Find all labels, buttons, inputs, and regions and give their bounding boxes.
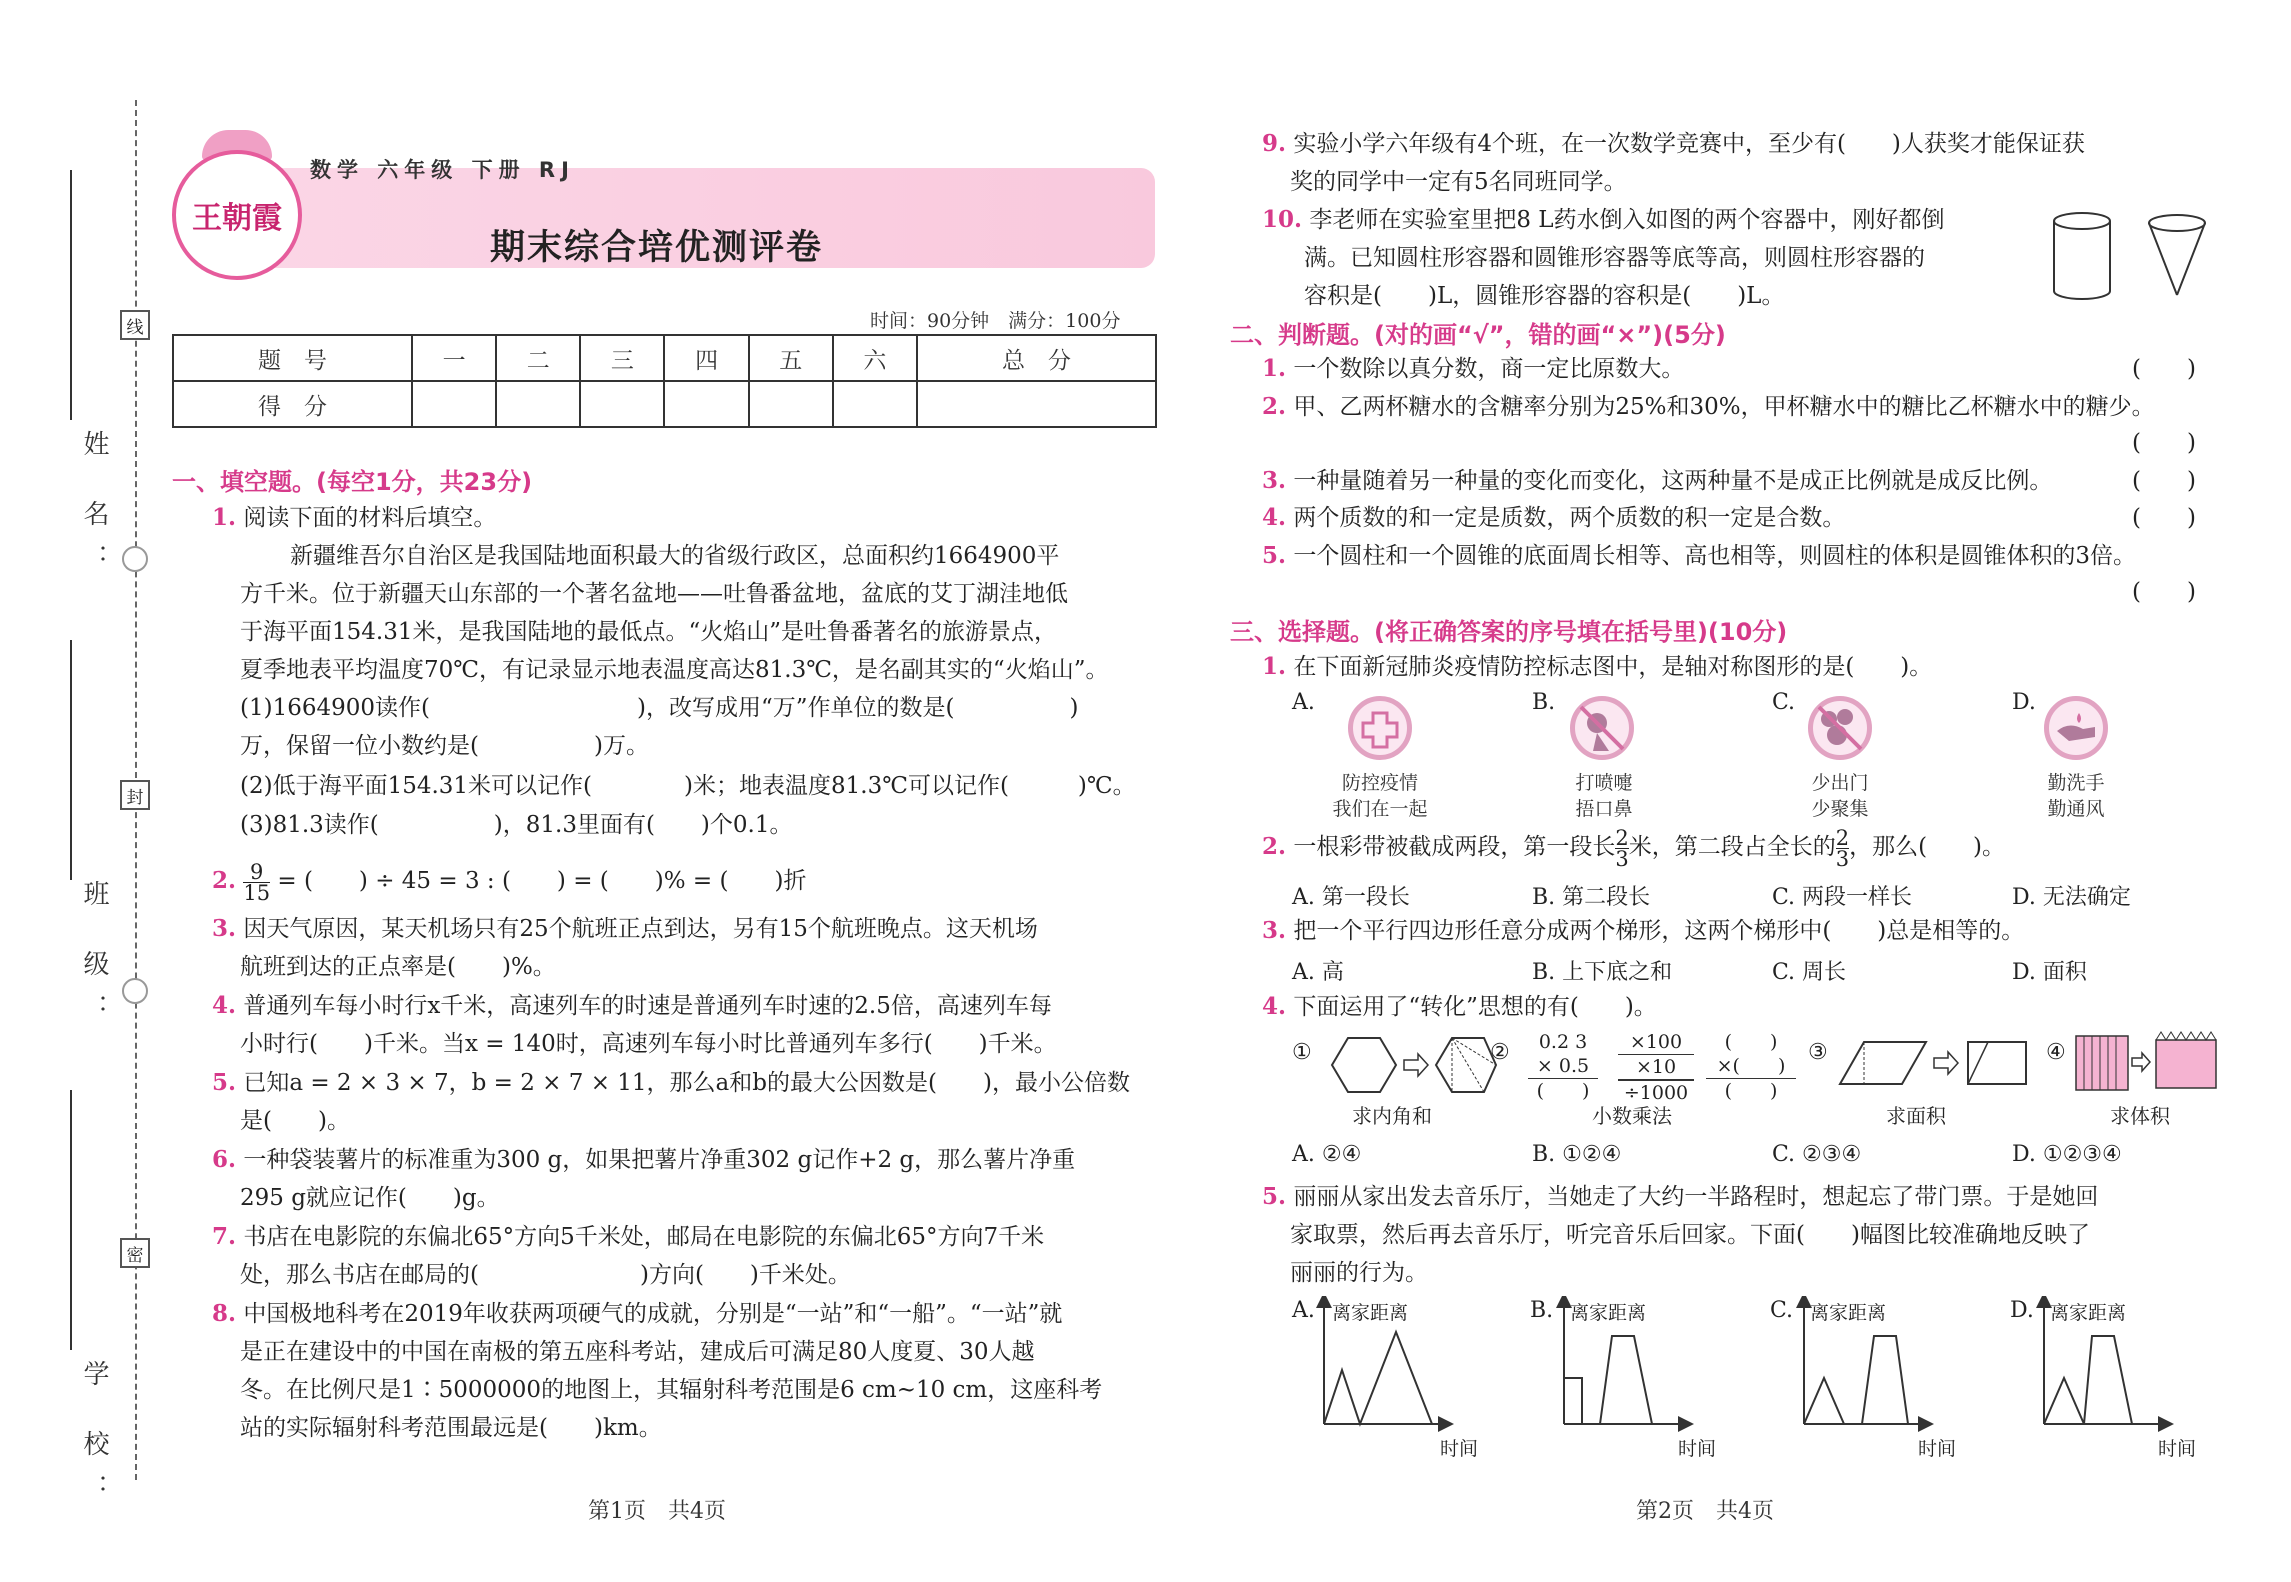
passage-line: 方千米。位于新疆天山东部的一个著名盆地——吐鲁番盆地，盆底的艾丁湖洼地低 [240, 581, 1068, 607]
question-text: 一个数除以真分数，商一定比原数大。 [1293, 356, 1685, 382]
question-6: 6. 一种袋装薯片的标准重为300 g，如果把薯片净重302 g记作+2 g，那么薯片净重 [212, 1146, 1076, 1173]
graph-x-label: 时间 [2158, 1438, 2197, 1460]
icon-caption: 打喷嚏 捂口鼻 [1575, 772, 1633, 820]
question-9: 9. 实验小学六年级有4个班，在一次数学竞赛中，至少有( )人获奖才能保证获 [1262, 130, 2085, 157]
icon-caption: 勤洗手 勤通风 [2047, 772, 2105, 820]
choice-5: 5. 丽丽从家出发去音乐厅，当她走了大约一半路程时，想起忘了带门票。于是她回 [1262, 1183, 2099, 1210]
question-text: 米，第二段占全长的 [1628, 834, 1836, 860]
option[interactable]: B. 第二段长 [1532, 885, 1651, 910]
section-fill-blank: 一、填空题。(每空1分，共23分) [172, 468, 533, 496]
multiply-steps: ×100 ×10 ÷1000 [1618, 1030, 1694, 1105]
passage-line: 新疆维吾尔自治区是我国陆地面积最大的省级行政区，总面积约1664900平 [290, 543, 1060, 569]
question-2: 2. $\frac{9}{15}$ = ( ) ÷ 45 = 3 : ( ) = ( )% = ( )折 [212, 859, 807, 905]
answer-paren[interactable]: ( ) [2132, 356, 2196, 382]
option-label: D. [2012, 690, 2036, 715]
figure-caption: 求内角和 [1352, 1104, 1432, 1128]
cone-icon [2149, 215, 2205, 295]
binding-hole-icon [122, 546, 148, 572]
option[interactable]: B. 上下底之和 [1532, 960, 1673, 985]
question-3: 3. 因天气原因，某天机场只有25个航班正点到达，另有15个航班晚点。这天机场 [212, 915, 1038, 942]
question-text: 是正在建设中的中国在南极的第五座科考站，建成后可满足80人度夏、30人越 [240, 1339, 1035, 1365]
question-text: 奖的同学中一定有5名同班同学。 [1290, 169, 1627, 195]
option-label: C. [1772, 690, 1796, 715]
sub-question: (1)1664900读作( )，改写成用“万”作单位的数是( ) [240, 695, 1079, 721]
passage-line: 夏季地表平均温度70℃，有记录显示地表温度高达81.3℃，是名副其实的“火焰山”。 [240, 657, 1109, 683]
page-title: 期末综合培优测评卷 [490, 228, 824, 268]
question-text: 295 g就应记作( )g。 [240, 1185, 500, 1211]
graph-x-label: 时间 [1440, 1438, 1479, 1460]
school-write-line [70, 1090, 72, 1350]
question-text: 处，那么书店在邮局的( )方向( )千米处。 [240, 1262, 851, 1288]
judge-1: 1. 一个数除以真分数，商一定比原数大。 [1262, 355, 1685, 382]
question-text: 阅读下面的材料后填空。 [243, 505, 497, 531]
question-text: 中国极地科考在2019年收获两项硬气的成就，分别是“一站”和“一船”。“一站”就 [243, 1301, 1063, 1327]
question-text: 一根彩带被截成两段，第一段长 [1293, 834, 1616, 860]
question-7: 7. 书店在电影院的东偏北65°方向5千米处，邮局在电影院的东偏北65°方向7千米 [212, 1223, 1045, 1250]
graph-x-label: 时间 [1678, 1438, 1717, 1460]
question-text: 满。已知圆柱形容器和圆锥形容器等底等高，则圆柱形容器的 [1304, 245, 1925, 271]
graph-b [1564, 1300, 1686, 1424]
question-text: 两个质数的和一定是质数，两个质数的积一定是合数。 [1293, 505, 1846, 531]
question-text: 已知a = 2 × 3 × 7，b = 2 × 7 × 11，那么a和b的最大公因数是( )，最小公倍数 [243, 1070, 1130, 1096]
passage-line: 于海平面154.31米，是我国陆地的最低点。“火焰山”是吐鲁番著名的旅游景点， [240, 619, 1057, 645]
option-label: A. [1292, 690, 1315, 715]
seal-box-secret: 密 [120, 1238, 150, 1268]
sub-question: (3)81.3读作( )，81.3里面有( )个0.1。 [240, 812, 793, 838]
score-cell[interactable] [496, 381, 580, 427]
option[interactable]: B. ①②④ [1532, 1142, 1622, 1167]
score-value-row [173, 381, 1156, 427]
integer-calc: ( ) ×( ) ( ) [1706, 1030, 1796, 1103]
option[interactable]: D. ①②③④ [2012, 1142, 2122, 1167]
container-figure [2040, 205, 2220, 305]
question-text: 实验小学六年级有4个班，在一次数学竞赛中，至少有( )人获奖才能保证获 [1293, 131, 2085, 157]
score-cell[interactable] [412, 381, 496, 427]
figure-label: ③ [1808, 1040, 1828, 1065]
question-text: 因天气原因，某天机场只有25个航班正点到达，另有15个航班晚点。这天机场 [243, 916, 1038, 942]
graph-y-label: 离家距离 [1570, 1302, 1647, 1324]
decimal-calc: 0.2 3 × 0.5 ( ) [1528, 1030, 1598, 1103]
question-text: 是( )。 [240, 1108, 350, 1134]
graph-x-label: 时间 [1918, 1438, 1957, 1460]
seal-box-seal: 封 [120, 780, 150, 810]
score-head-cell: 三 [580, 335, 664, 381]
question-text: 下面运用了“转化”思想的有( )。 [1293, 994, 1657, 1020]
question-text: 站的实际辐射科考范围最远是( )km。 [240, 1415, 662, 1441]
question-4: 4. 普通列车每小时行x千米，高速列车的时速是普通列车时速的2.5倍，高速列车每 [212, 992, 1052, 1019]
question-text: 李老师在实验室里把8 L药水倒入如图的两个容器中，刚好都倒 [1309, 207, 1945, 233]
page-footer-2: 第2页 共4页 [1636, 1499, 1774, 1524]
question-text: ，那么( )。 [1849, 834, 2006, 860]
graph-y-label: 离家距离 [2050, 1302, 2127, 1324]
graph-y-label: 离家距离 [1332, 1302, 1409, 1324]
score-header-row [173, 335, 1156, 381]
cylinder-icon [2054, 213, 2110, 299]
score-cell[interactable] [664, 381, 748, 427]
score-row-label: 得 分 [173, 381, 412, 427]
fraction: $\frac{9}{15}$ [243, 859, 271, 905]
option[interactable]: A. 高 [1292, 960, 1344, 985]
figure-label: ① [1292, 1040, 1312, 1065]
fraction: $\frac{2}{3}$ [1835, 825, 1850, 871]
question-text: 家取票，然后再去音乐厅，听完音乐后回家。下面( )幅图比较准确地反映了 [1290, 1222, 2090, 1248]
question-text: 把一个平行四边形任意分成两个梯形，这两个梯形中( )总是相等的。 [1293, 918, 2025, 944]
question-text: 小时行( )千米。当x = 140时，高速列车每小时比普通列车多行( )千米。 [240, 1031, 1057, 1057]
icon-caption: 防控疫情 我们在一起 [1332, 772, 1428, 820]
question-8: 8. 中国极地科考在2019年收获两项硬气的成就，分别是“一站”和“一船”。“一站”就 [212, 1300, 1063, 1327]
choice-4: 4. 下面运用了“转化”思想的有( )。 [1262, 993, 1657, 1020]
score-cell[interactable] [833, 381, 917, 427]
graph-option-label[interactable]: A. [1292, 1298, 1315, 1323]
distance-time-graphs [1316, 1296, 2256, 1436]
question-text: = ( ) ÷ 45 = 3 : ( ) = ( )% = ( )折 [277, 868, 807, 894]
time-info: 时间：90分钟 满分：100分 [870, 310, 1121, 332]
score-cell[interactable] [749, 381, 833, 427]
judge-2: 2. 甲、乙两杯糖水的含糖率分别为25%和30%，甲杯糖水中的糖比乙杯糖水中的糖少。 [1262, 393, 2155, 420]
score-table [172, 334, 1157, 428]
question-text: 丽丽从家出发去音乐厅，当她走了大约一半路程时，想起忘了带门票。于是她回 [1293, 1184, 2099, 1210]
brand-logo: 王朝霞 [172, 150, 302, 280]
binding-hole-icon [122, 978, 148, 1004]
parallelogram-figure [1830, 1032, 2030, 1092]
judge-5: 5. 一个圆柱和一个圆锥的底面周长相等、高也相等，则圆柱的体积是圆锥体积的3倍。 [1262, 542, 2136, 569]
section-choice: 三、选择题。(将正确答案的序号填在括号里)(10分) [1230, 618, 1788, 646]
graph-a [1324, 1300, 1446, 1424]
score-head-cell: 五 [749, 335, 833, 381]
choice-1: 1. 在下面新冠肺炎疫情防控标志图中，是轴对称图形的是( )。 [1262, 653, 1933, 680]
figure-label: ④ [2046, 1040, 2066, 1065]
school-label: 学 校： [79, 1360, 109, 1519]
question-text: 丽丽的行为。 [1290, 1260, 1428, 1286]
seal-box-line: 线 [120, 310, 150, 340]
question-text: 一个圆柱和一个圆锥的底面周长相等、高也相等，则圆柱的体积是圆锥体积的3倍。 [1293, 543, 2136, 569]
graph-y-label: 离家距离 [1810, 1302, 1887, 1324]
question-text: 一种袋装薯片的标准重为300 g，如果把薯片净重302 g记作+2 g，那么薯片净重 [243, 1147, 1076, 1173]
question-10: 10. 李老师在实验室里把8 L药水倒入如图的两个容器中，刚好都倒 [1262, 206, 1945, 233]
section-true-false: 二、判断题。(对的画“√”，错的画“×”)(5分) [1230, 321, 1726, 349]
question-text: 一种量随着另一种量的变化而变化，这两种量不是成正比例就是成反比例。 [1293, 468, 2053, 494]
class-write-line [70, 640, 72, 880]
answer-paren[interactable]: ( ) [2132, 505, 2196, 531]
question-1: 1. 阅读下面的材料后填空。 [212, 504, 497, 531]
graph-d [2044, 1300, 2166, 1424]
score-head-cell: 题 号 [173, 335, 412, 381]
question-text: 普通列车每小时行x千米，高速列车的时速是普通列车时速的2.5倍，高速列车每 [243, 993, 1052, 1019]
subject-line: 数学 六年级 下册 RJ [310, 158, 575, 182]
name-write-line [70, 170, 72, 420]
sneeze-icon [1570, 696, 1634, 760]
fraction: $\frac{2}{3}$ [1615, 825, 1629, 871]
icon-caption: 少出门 少聚集 [1811, 772, 1869, 820]
score-head-cell: 四 [664, 335, 748, 381]
hexagon-figure [1318, 1030, 1498, 1100]
question-text: 冬。在比例尺是1∶5000000的地图上，其辐射科考范围是6 cm~10 cm，这座科考 [240, 1377, 1103, 1403]
figure-caption: 小数乘法 [1592, 1104, 1672, 1128]
graph-option-label[interactable]: D. [2010, 1298, 2034, 1323]
figure-caption: 求体积 [2110, 1104, 2170, 1128]
option[interactable]: C. 周长 [1772, 960, 1847, 985]
option[interactable]: D. 面积 [2012, 960, 2087, 985]
answer-paren[interactable]: ( ) [2132, 579, 2196, 605]
class-label: 班 级： [79, 880, 109, 1039]
option[interactable]: A. 第一段长 [1292, 885, 1410, 910]
option[interactable]: C. 两段一样长 [1772, 885, 1913, 910]
score-cell[interactable] [580, 381, 664, 427]
hand-wash-icon [2044, 696, 2108, 760]
score-head-cell: 总 分 [917, 335, 1156, 381]
judge-4: 4. 两个质数的和一定是质数，两个质数的积一定是合数。 [1262, 504, 1846, 531]
question-text: 容积是( )L，圆锥形容器的容积是( )L。 [1304, 283, 1785, 309]
graph-c [1804, 1300, 1926, 1424]
score-head-cell: 六 [833, 335, 917, 381]
question-text: 在下面新冠肺炎疫情防控标志图中，是轴对称图形的是( )。 [1293, 654, 1933, 680]
medical-cross-icon [1348, 696, 1412, 760]
figure-caption: 求面积 [1886, 1104, 1946, 1128]
choice-3: 3. 把一个平行四边形任意分成两个梯形，这两个梯形中( )总是相等的。 [1262, 917, 2025, 944]
graph-option-label[interactable]: C. [1770, 1298, 1794, 1323]
option[interactable]: A. ②④ [1292, 1142, 1362, 1167]
question-text: 航班到达的正点率是( )%。 [240, 954, 556, 980]
question-5: 5. 已知a = 2 × 3 × 7，b = 2 × 7 × 11，那么a和b的最大公因数是( )，最小公倍数 [212, 1069, 1130, 1096]
choice-2: 2. 一根彩带被截成两段，第一段长 $\frac{2}{3}$ 米，第二段占全长的 $\frac{2}{3}$ ，那么( )。 [1262, 825, 2006, 871]
cylinder-transform-figure [2070, 1026, 2220, 1098]
question-text: 书店在电影院的东偏北65°方向5千米处，邮局在电影院的东偏北65°方向7千米 [243, 1224, 1045, 1250]
option[interactable]: D. 无法确定 [2012, 885, 2131, 910]
name-label: 姓 名： [79, 430, 109, 589]
graph-option-label[interactable]: B. [1530, 1298, 1554, 1323]
score-head-cell: 一 [412, 335, 496, 381]
score-cell[interactable] [917, 381, 1156, 427]
judge-3: 3. 一种量随着另一种量的变化而变化，这两种量不是成正比例就是成反比例。 [1262, 467, 2053, 494]
option-label: B. [1532, 690, 1556, 715]
crowd-icon [1808, 696, 1872, 760]
answer-paren[interactable]: ( ) [2132, 468, 2196, 494]
answer-paren[interactable]: ( ) [2132, 430, 2196, 456]
question-text: 甲、乙两杯糖水的含糖率分别为25%和30%，甲杯糖水中的糖比乙杯糖水中的糖少。 [1293, 394, 2155, 420]
score-head-cell: 二 [496, 335, 580, 381]
figure-label: ② [1490, 1040, 1510, 1065]
option[interactable]: C. ②③④ [1772, 1142, 1862, 1167]
sub-question: (2)低于海平面154.31米可以记作( )米；地表温度81.3℃可以记作( )℃。 [240, 773, 1136, 799]
page-footer-1: 第1页 共4页 [588, 1499, 726, 1524]
sub-question: 万，保留一位小数约是( )万。 [240, 733, 649, 759]
